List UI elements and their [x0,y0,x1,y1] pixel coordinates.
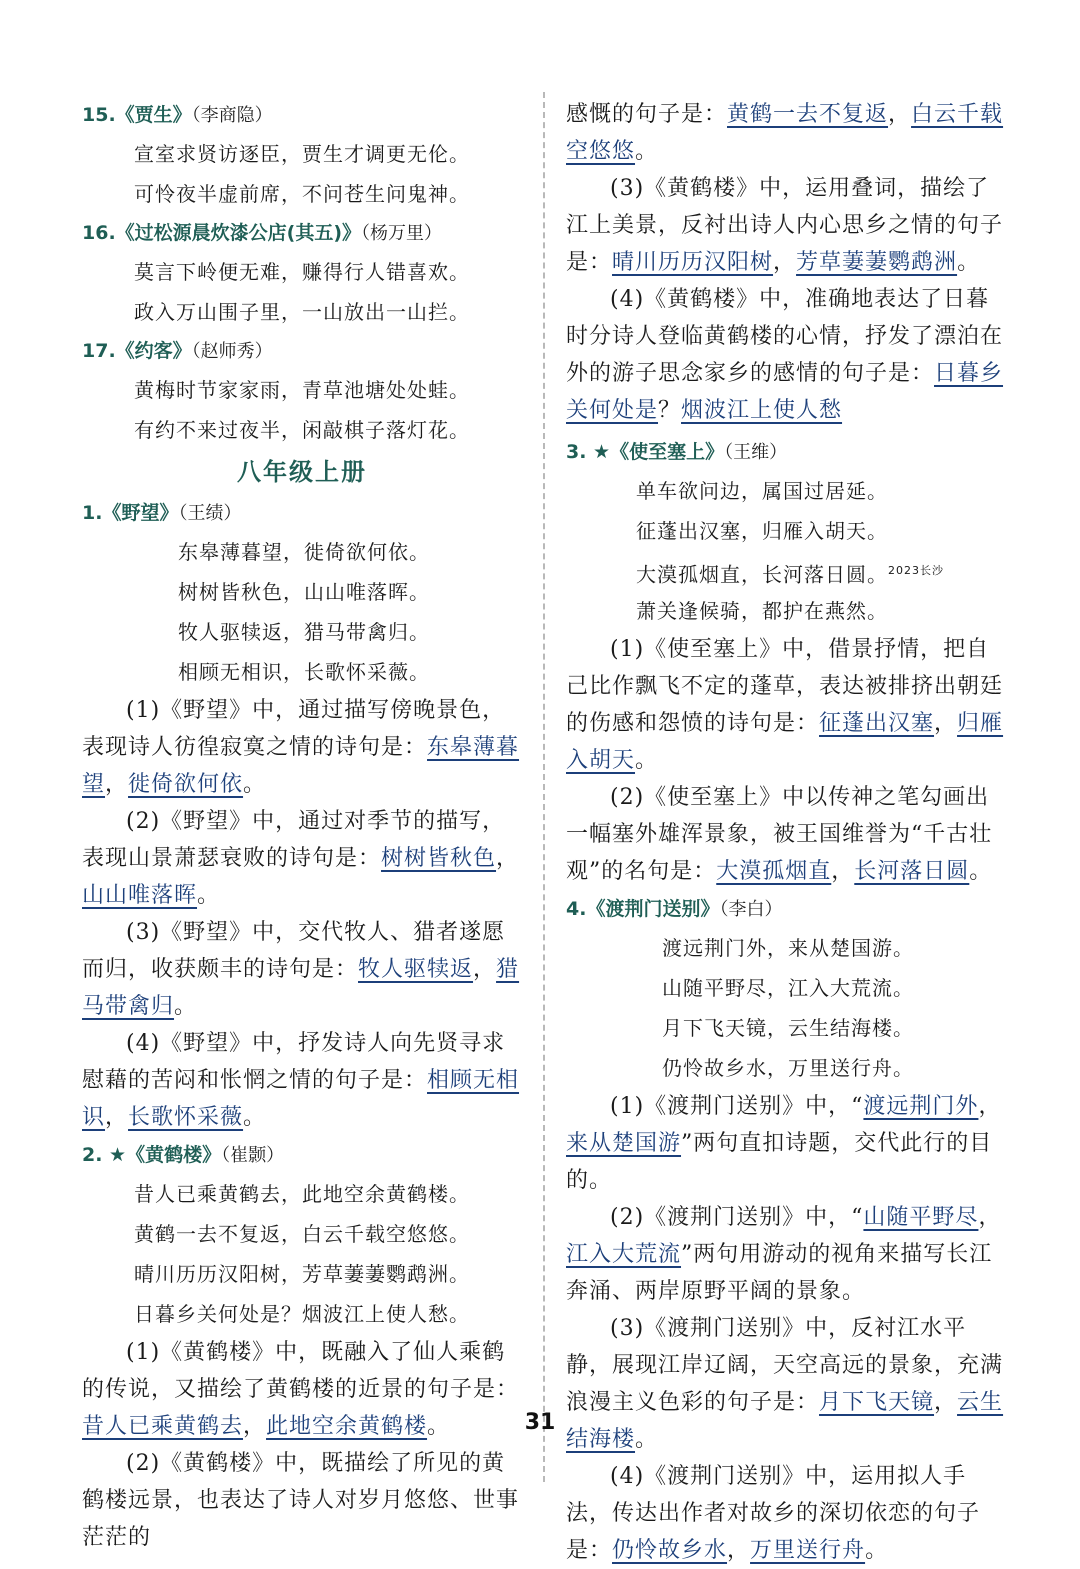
question-paragraph: (2)《使至塞上》中以传神之笔勾画出一幅塞外雄浑景象，被王国维誉为“千古壮观”的名句是：大漠孤烟直，长河落日圆。 [566,785,993,884]
poem-line: 树树皆秋色，山山唯落晖。 [178,580,430,604]
poem-line: 萧关逢候骑，都护在燕然。 [636,599,888,623]
answer-text: 昔人已乘黄鹤去 [82,1414,244,1439]
answer-text: 大漠孤烟直 [716,859,832,884]
question-paragraph: (1)《渡荆门送别》中，“渡远荆门外，来从楚国游”两句直扣诗题，交代此行的目的。 [566,1094,1002,1193]
poem-heading: 17.《约客》（赵师秀） [82,340,273,362]
answer-text: 长歌怀采薇 [128,1105,244,1130]
answer-text: 山山唯落晖 [82,883,198,908]
answer-text: 归雁入胡天 [566,711,1004,773]
answer-text: 相顾无相识 [82,1068,520,1130]
answer-text: 白云千载空悠悠 [566,102,1004,164]
answer-text: 征蓬出汉塞 [819,711,935,736]
question-paragraph: 感慨的句子是：黄鹤一去不复返，白云千载空悠悠。 [566,102,1004,164]
column-divider [543,92,545,1482]
poem-line: 黄鹤一去不复返，白云千载空悠悠。 [134,1222,470,1246]
answer-text: 江入大荒流 [566,1242,682,1267]
answer-text: 长河落日圆 [854,859,970,884]
answer-text: 东皋薄暮望 [82,735,520,797]
poem-heading: 1.《野望》（王绩） [82,502,242,524]
question-paragraph: (1)《野望》中，通过描写傍晚景色，表现诗人彷徨寂寞之情的诗句是：东皋薄暮望，徙倚欲何依。 [82,698,520,797]
poem-line: 莫言下岭便无难，赚得行人错喜欢。 [134,260,470,284]
question-paragraph: (2)《黄鹤楼》中，既描绘了所见的黄鹤楼远景，也表达了诗人对岁月悠悠、世事茫茫的 [82,1451,520,1550]
answer-text: 月下飞天镜 [819,1390,935,1415]
answer-text: 烟波江上使人愁 [681,398,843,423]
question-paragraph: (4)《渡荆门送别》中，运用拟人手法，传达出作者对故乡的深切依恋的句子是：仍怜故乡水，万里送行舟。 [566,1464,981,1563]
answer-text: 芳草萋萋鹦鹉洲 [796,250,958,275]
answer-text: 渡远荆门外 [863,1094,979,1119]
poem-line: 渡远荆门外，来从楚国游。 [662,936,914,960]
poem-line: 可怜夜半虚前席，不问苍生问鬼神。 [134,182,470,206]
poem-line: 月下飞天镜，云生结海楼。 [662,1016,914,1040]
poem-heading: 16.《过松源晨炊漆公店(其五)》（杨万里） [82,222,443,244]
poem-line: 有约不来过夜半，闲敲棋子落灯花。 [134,418,470,442]
answer-text: 徙倚欲何依 [128,772,244,797]
poem-line: 山随平野尽，江入大荒流。 [662,976,914,1000]
poem-line: 相顾无相识，长歌怀采薇。 [178,660,430,684]
question-paragraph: (3)《野望》中，交代牧人、猎者遂愿而归，收获颇丰的诗句是：牧人驱犊返，猎马带禽归。 [82,920,520,1019]
poem-line: 单车欲问边，属国过居延。 [636,479,888,503]
poem-line: 大漠孤烟直，长河落日圆。$^{2023长沙}$ [636,562,944,587]
poem-line: 仍怜故乡水，万里送行舟。 [662,1056,914,1080]
answer-text: 日暮乡关何处是 [566,361,1004,423]
poem-line: 黄梅时节家家雨，青草池塘处处蛙。 [134,378,470,402]
question-paragraph: (1)《使至塞上》中，借景抒情，把自己比作飘飞不定的蓬草，表达被排挤出朝廷的伤感和怨愤的诗句是：征蓬出汉塞，归雁入胡天。 [566,637,1004,773]
answer-text: 山随平野尽 [863,1205,979,1230]
poem-line: 晴川历历汉阳树，芳草萋萋鹦鹉洲。 [134,1262,470,1286]
question-paragraph: (2)《野望》中，通过对季节的描写，表现山景萧瑟衰败的诗句是：树树皆秋色，山山唯落晖。 [82,809,520,908]
poem-line: 征蓬出汉塞，归雁入胡天。 [636,519,888,543]
poem-line: 牧人驱犊返，猎马带禽归。 [178,620,430,644]
answer-text: 云生结海楼 [566,1390,1004,1452]
poem-line: 政入万山围子里，一山放出一山拦。 [134,300,470,324]
left-column [82,96,522,1556]
question-paragraph: (3)《渡荆门送别》中，反衬江水平静，展现江岸辽阔，天空高远的景象，充满浪漫主义色彩的句子是：月下飞天镜，云生结海楼。 [566,1316,1004,1452]
question-paragraph: (1)《黄鹤楼》中，既融入了仙人乘鹤的传说，又描绘了黄鹤楼的近景的句子是：昔人已乘黄鹤去，此地空余黄鹤楼。 [82,1340,520,1439]
poem-line: 日暮乡关何处是？烟波江上使人愁。 [134,1302,470,1326]
section-title: 八年级上册 [237,458,367,486]
question-paragraph: (2)《渡荆门送别》中，“山随平野尽，江入大荒流”两句用游动的视角来描写长江奔涌、两岸原野平阔的景象。 [566,1205,1002,1304]
answer-text: 仍怜故乡水 [612,1538,728,1563]
question-paragraph: (3)《黄鹤楼》中，运用叠词，描绘了江上美景，反衬出诗人内心思乡之情的句子是：晴川历历汉阳树，芳草萋萋鹦鹉洲。 [566,176,1004,275]
poem-line: 宣室求贤访逐臣，贾生才调更无伦。 [134,142,470,166]
answer-text: 晴川历历汉阳树 [612,250,774,275]
right-column [566,96,1006,1569]
answer-text: 此地空余黄鹤楼 [266,1414,428,1439]
answer-text: 猎马带禽归 [82,957,520,1019]
poem-heading: 4.《渡荆门送别》（李白） [566,898,783,920]
answer-text: 万里送行舟 [750,1538,866,1563]
poem-heading: 15.《贾生》（李商隐） [82,104,273,126]
poem-line: 昔人已乘黄鹤去，此地空余黄鹤楼。 [134,1182,470,1206]
answer-text: 黄鹤一去不复返 [727,102,889,127]
poem-heading: 3. ★《使至塞上》（王维） [566,441,788,463]
question-paragraph: (4)《黄鹤楼》中，准确地表达了日暮时分诗人登临黄鹤楼的心情，抒发了漂泊在外的游子思念家乡的感情的句子是：日暮乡关何处是？烟波江上使人愁 [566,287,1004,423]
exam-note: 2023长沙 [888,564,944,577]
poem-line: 东皋薄暮望，徙倚欲何依。 [178,540,430,564]
answer-text: 牧人驱犊返 [358,957,474,982]
answer-text: 树树皆秋色 [381,846,497,871]
poem-heading: 2. ★《黄鹤楼》（崔颢） [82,1144,285,1166]
answer-text: 来从楚国游 [566,1131,682,1156]
question-paragraph: (4)《野望》中，抒发诗人向先贤寻求慰藉的苦闷和怅惘之情的句子是：相顾无相识，长歌怀采薇。 [82,1031,520,1130]
page-number: 31 [524,1410,556,1435]
